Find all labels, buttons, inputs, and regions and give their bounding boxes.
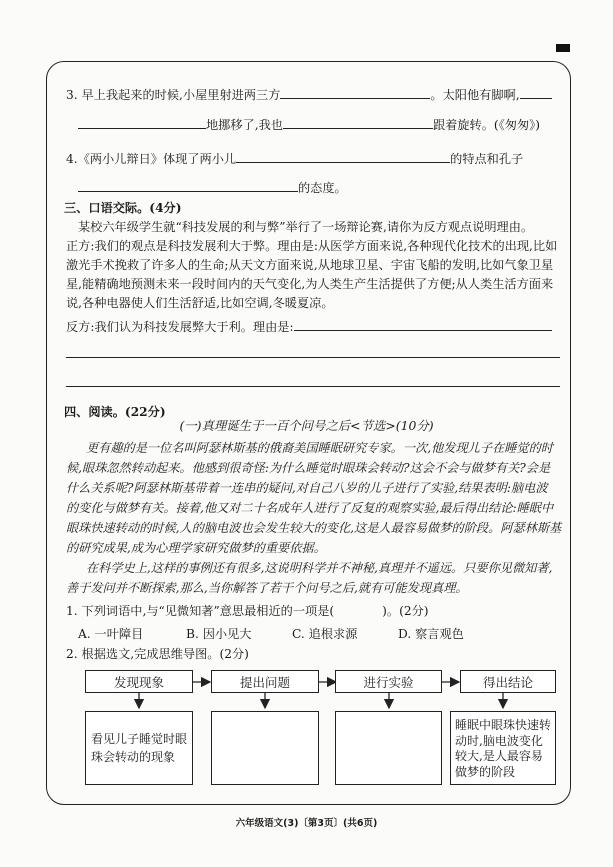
zheng-line: 说,各种电器使人们生活舒适,比如空调,冬暖夏凉。 [66,296,334,310]
question-3-line-1: 3. 早上我起来的时候,小屋里射进两三方 。太阳他有脚啊, [66,86,552,103]
option-b[interactable]: B. 因小见大 [186,627,252,641]
box-phenomenon: 看见儿子睡觉时眼珠会转动的现象 [85,711,193,785]
question-3-line-2: 地挪移了,我也 跟着旋转。(《匆匆》) [78,116,540,133]
page-footer: 六年级语文(3)〔第3页〕(共6页) [235,818,378,829]
question-4-line-1: 4.《两小儿辩日》体现了两小儿 的特点和孔子 [66,152,524,166]
option-d[interactable]: D. 察言观色 [398,627,464,641]
step-discover: 发现现象 [85,670,193,693]
blank-box-experiment[interactable] [335,711,442,785]
question-1: 1. 下列词语中,与“见微知著”意思最相近的一项是( )。(2分) [66,604,429,618]
passage-line: 的研究成果,成为心理学家研究做梦的重要依据。 [66,541,326,555]
passage-line: 候,眼珠忽然转动起来。他感到很奇怪:为什么睡觉时眼珠会转动?这会不会与做梦有关?会是 [66,461,551,475]
passage-line: 眼珠快速转动的时候,人的脑电波也会发生较大的变化,这是人最容易做梦的阶段。阿瑟林斯基 [66,521,562,535]
box-conclusion: 睡眠中眼珠快速转动时,脑电波变化较大,是人最容易做梦的阶段 [450,711,556,785]
section-3-heading: 三、口语交际。(4分) [64,201,182,215]
blank-box-question[interactable] [211,711,319,785]
option-c[interactable]: C. 追根求源 [292,627,358,641]
question-2: 2. 根据选文,完成思维导图。(2分) [66,647,249,661]
step-question: 提出问题 [211,670,319,693]
zheng-line: 星,能精确地预测未来一段时间内的天气变化,为人类生产生活提供了方便;从人类生活方面来 [66,277,554,291]
zheng-line: 正方:我们的观点是科技发展利大于弊。理由是:从医学方面来说,各种现代化技术的出现,比如 [66,239,558,253]
question-4-line-2: 的态度。 [78,179,347,196]
passage-line: 在科学史上,这样的事例还有很多,这说明科学并不神秘,真理并不遥远。只要你见微知著, [86,561,553,575]
step-conclusion: 得出结论 [460,670,556,693]
section-4-heading: 四、阅读。(22分) [64,405,166,419]
passage-line: 什么关系呢?阿瑟林斯基带着一连串的疑问,对自己八岁的儿子进行了实验,结果表明:脑电波 [66,481,548,495]
passage-line: 更有趣的是一位名叫阿瑟林斯基的俄裔美国睡眠研究专家。一次,他发现儿子在睡觉的时 [86,441,553,455]
option-a[interactable]: A. 一叶障目 [78,627,144,641]
step-experiment: 进行实验 [335,670,442,693]
passage-title: (一)真理诞生于一百个问号之后<节选>(10分) [179,418,434,433]
zheng-line: 激光手术挽救了许多人的生命;从天文方面来说,从地球卫星、宇宙飞船的发明,比如气象卫星 [66,258,554,272]
passage-line: 善于发问并不断探索,那么,当你解答了若干个问号之后,就有可能发现真理。 [66,581,468,595]
passage-line: 的变化与做梦有关。接着,他又对二十名成年人进行了反复的观察实验,最后得出结论:睡眠中 [66,501,554,515]
fan-line: 反方:我们认为科技发展弊大于利。理由是: [66,318,552,335]
section-3-prompt: 某校六年级学生就“科技发展的利与弊”举行了一场辩论赛,请你为反方观点说明理由。 [78,220,534,234]
